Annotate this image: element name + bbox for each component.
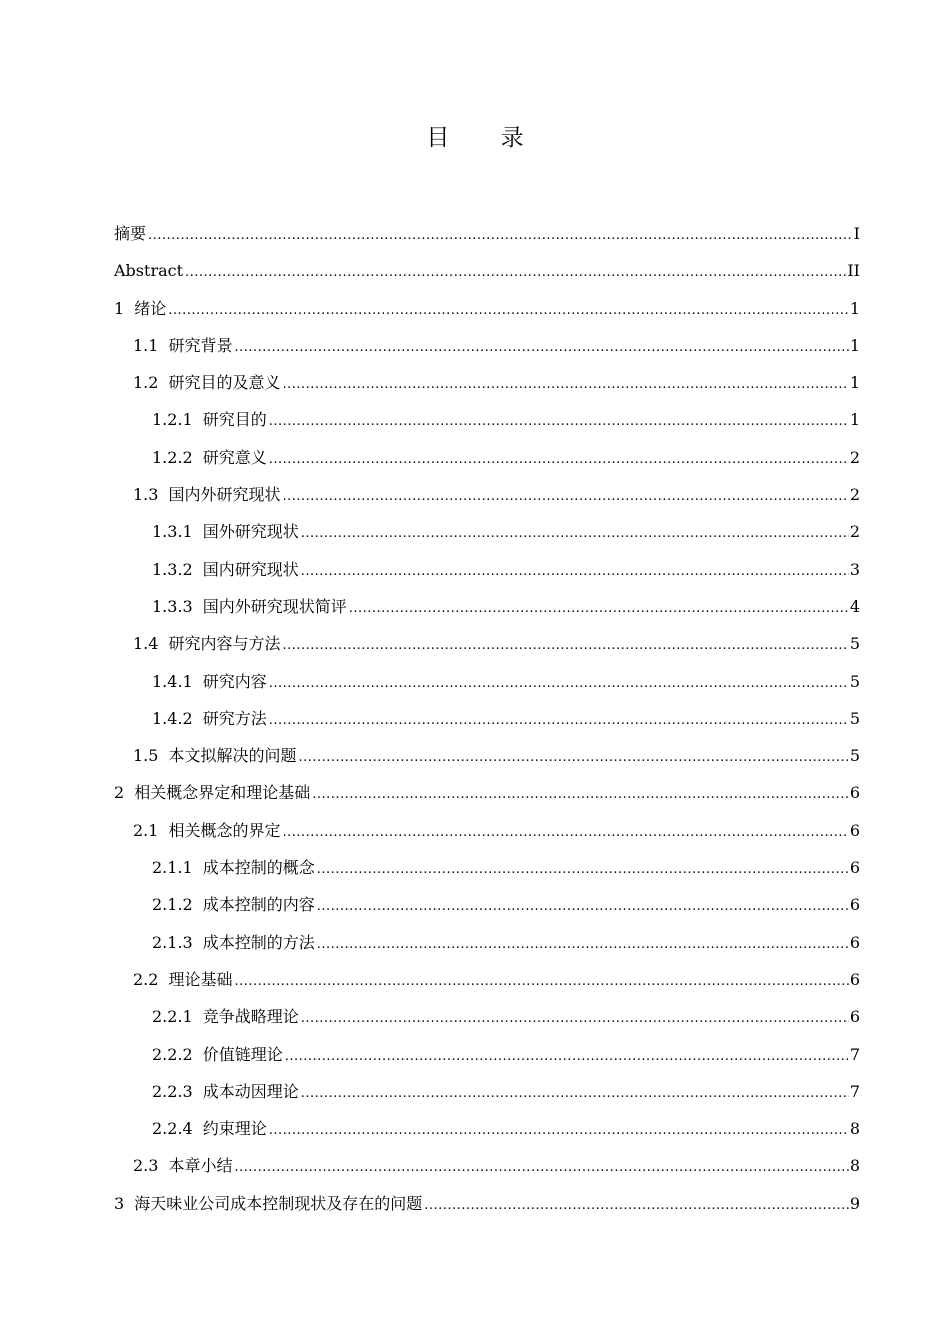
toc-entry[interactable] — [114, 215, 860, 252]
dot-leader — [269, 403, 849, 440]
toc-entry-page-number: 6 — [849, 783, 860, 803]
toc-entry-heading — [152, 849, 315, 886]
toc-entry-label: Abstract — [114, 261, 184, 281]
toc-entry-number: 2 — [114, 783, 125, 803]
toc-entry-label: 成本控制的概念 — [202, 858, 315, 878]
toc-entry-heading — [152, 700, 267, 737]
toc-entry[interactable] — [114, 1073, 860, 1110]
toc-entry-number: 1.2.2 — [152, 447, 193, 467]
toc-entry-page-number: 1 — [849, 410, 860, 430]
toc-entry-page-number: II — [847, 261, 860, 281]
toc-entry[interactable] — [114, 476, 860, 513]
toc-entry-page-number: 1 — [849, 298, 860, 318]
toc-entry-heading — [152, 663, 267, 700]
toc-entry-heading — [152, 588, 347, 625]
toc-entry-page-number: 3 — [849, 559, 860, 579]
page-title: 目 录 — [426, 125, 546, 151]
toc-entry-label: 研究方法 — [202, 708, 267, 728]
toc-entry-page-number: 1 — [849, 373, 860, 393]
dot-leader — [301, 515, 849, 552]
toc-entry-number: 2.1.3 — [152, 932, 193, 952]
toc-entry-number: 2.2.2 — [152, 1044, 193, 1064]
dot-leader — [312, 776, 849, 813]
toc-entry-heading — [114, 290, 166, 327]
toc-entry-label: 成本控制的内容 — [202, 895, 315, 915]
toc-entry-heading — [152, 924, 315, 961]
dot-leader — [282, 478, 848, 515]
toc-entry-label: 约束理论 — [202, 1119, 267, 1139]
toc-entry-heading — [114, 1185, 422, 1222]
toc-entry-label: 研究内容与方法 — [168, 634, 281, 654]
toc-entry-page-number: I — [853, 224, 860, 243]
toc-entry-number: 2.2.3 — [152, 1081, 193, 1101]
toc-entry-label: 国内外研究现状简评 — [202, 596, 347, 616]
dot-leader — [424, 1187, 849, 1224]
toc-entry-page-number: 6 — [849, 895, 860, 915]
toc-entry-page-number: 8 — [849, 1119, 860, 1139]
toc-entry-label: 研究背景 — [168, 335, 233, 355]
toc-entry-label: 绪论 — [134, 298, 167, 318]
toc-entry-heading — [114, 215, 146, 252]
toc-entry-number: 1.1 — [133, 335, 159, 355]
dot-leader — [282, 814, 848, 851]
toc-entry-heading — [152, 1036, 283, 1073]
toc-entry-number: 1.3 — [133, 485, 159, 505]
toc-entry[interactable] — [114, 625, 860, 662]
toc-entry[interactable] — [114, 1185, 860, 1222]
dot-leader — [234, 963, 848, 1000]
toc-entry-page-number: 5 — [849, 671, 860, 691]
dot-leader — [282, 366, 848, 403]
toc-entry-number: 1.4 — [133, 634, 159, 654]
toc-entry-heading — [152, 401, 267, 438]
toc-entry[interactable] — [114, 700, 860, 737]
toc-entry-heading — [133, 327, 232, 364]
toc-entry-number: 1.3.2 — [152, 559, 193, 579]
toc-entry-page-number: 2 — [849, 485, 860, 505]
toc-entry[interactable] — [114, 812, 860, 849]
dot-leader — [269, 665, 849, 702]
toc-entry-label: 国外研究现状 — [202, 522, 299, 542]
toc-entry[interactable] — [114, 924, 860, 961]
toc-entry-label: 摘要 — [114, 224, 147, 243]
toc-entry[interactable] — [114, 401, 860, 438]
dot-leader — [317, 926, 849, 963]
toc-entry-label: 相关概念界定和理论基础 — [134, 783, 311, 803]
toc-entry-page-number: 8 — [849, 1156, 860, 1176]
toc-entry-number: 2.2.1 — [152, 1007, 193, 1027]
toc-entry-number: 2.2 — [133, 969, 159, 989]
toc-entry-number: 1.4.2 — [152, 708, 193, 728]
toc-entry[interactable] — [114, 849, 860, 886]
toc-entry-label: 海天味业公司成本控制现状及存在的问题 — [134, 1193, 423, 1213]
dot-leader — [317, 851, 849, 888]
dot-leader — [317, 888, 849, 925]
dot-leader — [285, 1038, 849, 1075]
toc-entry[interactable] — [114, 663, 860, 700]
toc-entry-number: 1.2.1 — [152, 410, 193, 430]
dot-leader — [269, 441, 849, 478]
toc-entry-label: 研究目的及意义 — [168, 373, 281, 393]
toc-entry[interactable] — [114, 551, 860, 588]
toc-entry-page-number: 6 — [849, 1007, 860, 1027]
dot-leader — [301, 1000, 849, 1037]
toc-entry-heading — [114, 252, 183, 289]
toc-entry-page-number: 4 — [849, 596, 860, 616]
toc-entry-number: 2.3 — [133, 1156, 159, 1176]
toc-entry-label: 本文拟解决的问题 — [168, 746, 297, 766]
toc-entry[interactable] — [114, 364, 860, 401]
toc-entry[interactable] — [114, 252, 860, 289]
toc-entry-number: 2.1 — [133, 820, 159, 840]
toc-entry[interactable] — [114, 290, 860, 327]
toc-entry-page-number: 6 — [849, 969, 860, 989]
toc-entry-page-number: 7 — [849, 1081, 860, 1101]
toc-entry-page-number: 7 — [849, 1044, 860, 1064]
toc-entry-page-number: 5 — [849, 634, 860, 654]
table-of-contents — [114, 215, 860, 1222]
toc-entry[interactable] — [114, 998, 860, 1035]
toc-entry-heading — [152, 551, 299, 588]
toc-entry-number: 2.1.2 — [152, 895, 193, 915]
dot-leader — [282, 627, 848, 664]
toc-entry-heading — [114, 774, 310, 811]
toc-entry-heading — [152, 1073, 299, 1110]
toc-entry-label: 相关概念的界定 — [168, 820, 281, 840]
toc-entry-heading — [133, 1147, 232, 1184]
dot-leader — [168, 292, 849, 329]
toc-entry-number: 1.2 — [133, 373, 159, 393]
toc-entry[interactable] — [114, 1110, 860, 1147]
dot-leader — [148, 217, 853, 254]
dot-leader — [298, 739, 848, 776]
toc-entry-heading — [133, 476, 280, 513]
toc-entry-label: 竞争战略理论 — [202, 1007, 299, 1027]
toc-entry[interactable] — [114, 737, 860, 774]
toc-entry-label: 价值链理论 — [202, 1044, 283, 1064]
dot-leader — [301, 1075, 849, 1112]
toc-entry-page-number: 9 — [849, 1193, 860, 1213]
toc-entry-label: 理论基础 — [168, 969, 233, 989]
toc-entry-heading — [152, 1110, 267, 1147]
toc-entry-number: 1.4.1 — [152, 671, 193, 691]
toc-entry[interactable] — [114, 961, 860, 998]
toc-entry-label: 成本控制的方法 — [202, 932, 315, 952]
toc-entry-number: 2.1.1 — [152, 858, 193, 878]
toc-entry-heading — [152, 998, 299, 1035]
dot-leader — [234, 1149, 848, 1186]
toc-entry-page-number: 2 — [849, 522, 860, 542]
toc-entry-heading — [152, 886, 315, 923]
toc-entry-page-number: 5 — [849, 746, 860, 766]
toc-entry-number: 1.3.3 — [152, 596, 193, 616]
toc-entry-page-number: 6 — [849, 820, 860, 840]
toc-entry[interactable] — [114, 1036, 860, 1073]
toc-entry-number: 2.2.4 — [152, 1119, 193, 1139]
dot-leader — [185, 254, 846, 291]
toc-entry[interactable] — [114, 513, 860, 550]
toc-entry-number: 1.5 — [133, 746, 159, 766]
dot-leader — [269, 702, 849, 739]
dot-leader — [234, 329, 848, 366]
toc-entry-label: 本章小结 — [168, 1156, 233, 1176]
toc-entry-page-number: 6 — [849, 932, 860, 952]
toc-entry-heading — [133, 812, 280, 849]
dot-leader — [349, 590, 849, 627]
toc-entry-label: 研究目的 — [202, 410, 267, 430]
toc-entry-page-number: 6 — [849, 858, 860, 878]
toc-entry[interactable] — [114, 886, 860, 923]
toc-entry[interactable] — [114, 1147, 860, 1184]
toc-entry-label: 国内外研究现状 — [168, 485, 281, 505]
toc-entry-page-number: 2 — [849, 447, 860, 467]
toc-entry[interactable] — [114, 774, 860, 811]
dot-leader — [269, 1112, 849, 1149]
toc-entry-number: 1 — [114, 298, 125, 318]
toc-entry[interactable] — [114, 327, 860, 364]
toc-entry-number: 1.3.1 — [152, 522, 193, 542]
toc-entry-page-number: 5 — [849, 708, 860, 728]
toc-entry-heading — [133, 961, 232, 998]
toc-entry-label: 国内研究现状 — [202, 559, 299, 579]
toc-entry-heading — [152, 513, 299, 550]
toc-entry-label: 研究意义 — [202, 447, 267, 467]
dot-leader — [301, 553, 849, 590]
toc-entry[interactable] — [114, 588, 860, 625]
toc-entry-heading — [133, 364, 280, 401]
toc-entry-label: 成本动因理论 — [202, 1081, 299, 1101]
toc-entry-heading — [133, 737, 296, 774]
toc-entry-label: 研究内容 — [202, 671, 267, 691]
toc-entry-heading — [133, 625, 280, 662]
toc-entry-heading — [152, 439, 267, 476]
toc-entry-number: 3 — [114, 1193, 125, 1213]
toc-entry-page-number: 1 — [849, 335, 860, 355]
toc-entry[interactable] — [114, 439, 860, 476]
